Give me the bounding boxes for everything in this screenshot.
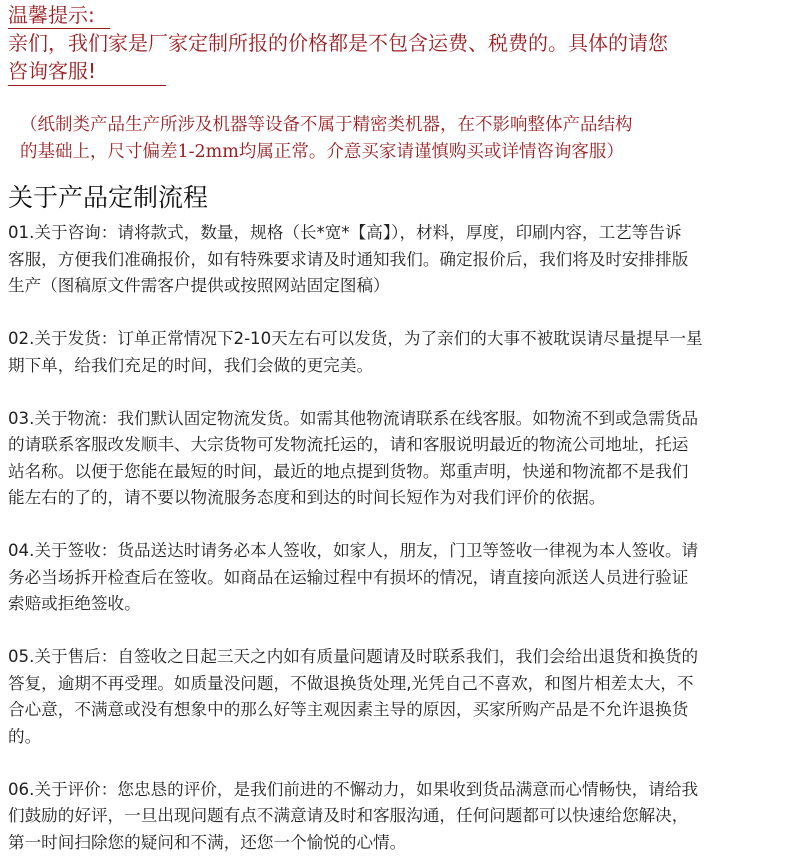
step-line: 03.关于物流：我们默认固定物流发货。如需其他物流请联系在线客服。如物流不到或急需货品 (8, 406, 798, 433)
step-gap (8, 750, 798, 777)
step-review (8, 777, 798, 856)
notice-title: 温馨提示: (8, 2, 792, 28)
step-receipt (8, 538, 798, 618)
step-line: 客服，方便我们准确报价，如有特殊要求请及时通知我们。确定报价后，我们将及时安排排版 (8, 247, 798, 274)
notice-body-underline (8, 85, 166, 86)
step-line: 01.关于咨询：请将款式，数量，规格（长*宽*【高】），材料，厚度，印刷内容，工艺等告诉 (8, 220, 798, 247)
notice-note-line-1: （纸制类产品生产所涉及机器等设备不属于精密类机器，在不影响整体产品结构 (20, 112, 790, 139)
step-line: 站名称。以便于您能在最短的时间，最近的地点提到货物。郑重声明，快递和物流都不是我们 (8, 459, 798, 486)
step-line: 04.关于签收：货品送达时请务必本人签收，如家人，朋友，门卫等签收一律视为本人签收。请 (8, 538, 798, 565)
notice-body-line-2: 咨询客服! (8, 57, 792, 85)
step-gap (8, 618, 798, 645)
notice-body-line-1: 亲们，我们家是厂家定制所报的价格都是不包含运费、税费的。具体的请您 (8, 29, 792, 57)
step-line: 索赔或拒绝签收。 (8, 591, 798, 618)
step-line: 第一时间扫除您的疑问和不满，还您一个愉悦的心情。 (8, 830, 798, 856)
step-line: 生产（图稿原文件需客户提供或按照网站固定图稿） (8, 273, 798, 300)
step-line: 答复，逾期不再受理。如质量没问题，不做退换货处理,光凭自己不喜欢，和图片相差太大，不 (8, 671, 798, 698)
step-line: 02.关于发货：订单正常情况下2-10天左右可以发货，为了亲们的大事不被耽误请尽量提早一星 (8, 326, 798, 353)
step-line: 06.关于评价：您忠恳的评价，是我们前进的不懈动力，如果收到货品满意而心情畅快，请给我 (8, 777, 798, 804)
step-line: 务必当场拆开检查后在签收。如商品在运输过程中有损坏的情况，请直接向派送人员进行验证 (8, 565, 798, 592)
step-line: 们鼓励的好评，一旦出现问题有点不满意请及时和客服沟通，任何问题都可以快速给您解决， (8, 803, 798, 830)
step-shipping (8, 326, 798, 379)
notice-note (20, 112, 790, 166)
notice-note-line-2: 的基础上，尺寸偏差1-2mm均属正常。介意买家请谨慎购买或详情咨询客服） (20, 139, 790, 166)
step-line: 合心意，不满意或没有想象中的那么好等主观因素主导的原因，买家所购产品是不允许退换货 (8, 697, 798, 724)
step-line: 的请联系客服改发顺丰、大宗货物可发物流托运的，请和客服说明最近的物流公司地址，托运 (8, 432, 798, 459)
step-line: 05.关于售后：自签收之日起三天之内如有质量问题请及时联系我们，我们会给出退货和换货的 (8, 644, 798, 671)
step-line: 期下单，给我们充足的时间，我们会做的更完美。 (8, 353, 798, 380)
step-gap (8, 379, 798, 406)
warm-notice (8, 2, 792, 86)
step-line: 能左右的了的，请不要以物流服务态度和到达的时间长短作为对我们评价的依据。 (8, 485, 798, 512)
step-after-sales (8, 644, 798, 750)
step-logistics (8, 406, 798, 512)
step-gap (8, 512, 798, 539)
process-steps (8, 220, 798, 856)
step-gap (8, 300, 798, 327)
section-title: 关于产品定制流程 (8, 180, 208, 216)
step-line: 的。 (8, 724, 798, 751)
step-consultation (8, 220, 798, 300)
